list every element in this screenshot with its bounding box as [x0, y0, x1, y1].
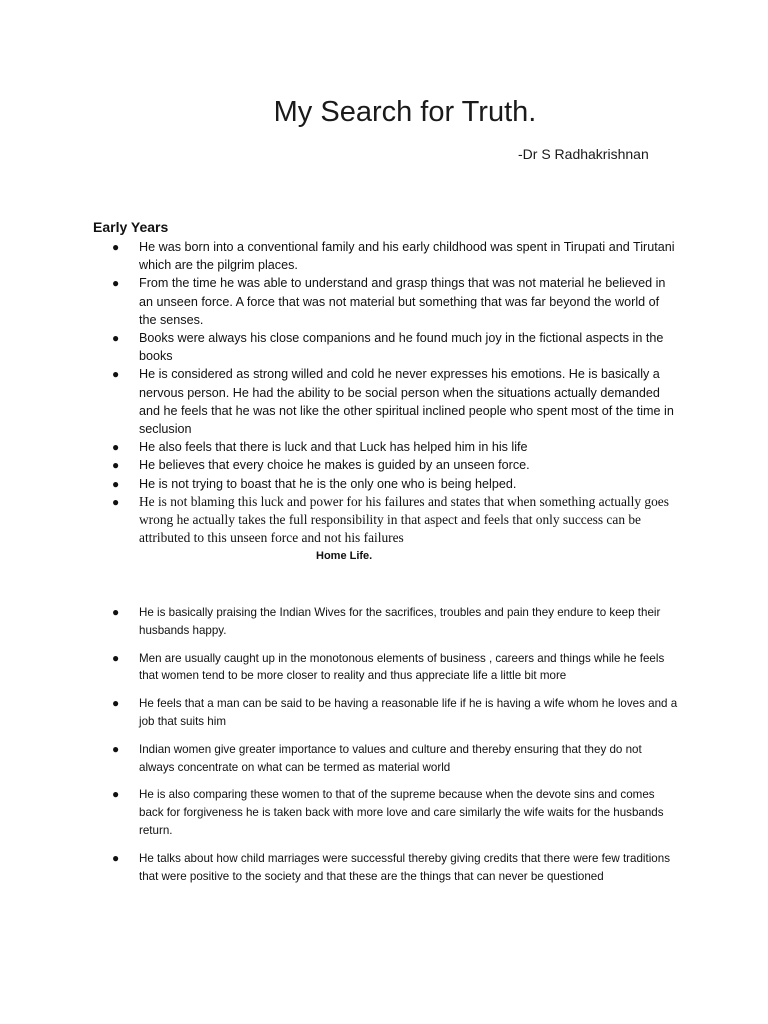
- bullet-icon: ●: [112, 696, 120, 711]
- section-heading-home-life: Home Life.: [316, 550, 373, 562]
- bullet-icon: ●: [112, 240, 120, 254]
- document-title: My Search for Truth.: [273, 96, 537, 128]
- bullet-icon: ●: [112, 850, 120, 865]
- bullet-icon: ●: [112, 458, 120, 473]
- home-life-list: [109, 604, 679, 895]
- bullet-icon: ●: [112, 741, 120, 756]
- author-line: -Dr S Radhakrishnan: [518, 146, 649, 162]
- list-item: ● From the time he was able to understand and grasp things that was not material he believed in an unseen force. A force that was not material but something that was far beyond the world of the senses.: [112, 276, 666, 327]
- list-item: ● He is basically praising the Indian Wives for the sacrifices, troubles and pain they endure to keep their husbands happy.: [112, 605, 661, 637]
- list-item: ● He also feels that there is luck and that Luck has helped him in his life: [109, 438, 679, 456]
- list-item: ● Men are usually caught up in the monotonous elements of business , careers and things while he feels that women tend to be more closer to reality and thus appreciate life a little bit more: [112, 650, 665, 683]
- list-item: ● He was born into a conventional family and his early childhood was spent in Tirupati and Tirutani which are the pilgrim places.: [112, 240, 675, 273]
- list-item: ● He is not trying to boast that he is the only one who is being helped.: [109, 475, 679, 493]
- list-item: ● He is also comparing these women to that of the supreme because when the devote sins and comes back for forgiveness he is taken back with more love and care similarly the wife waits for the husbands return.: [112, 787, 664, 837]
- bullet-icon: ●: [112, 476, 120, 491]
- list-item: ● Books were always his close companions and he found much joy in the fictional aspects in the books: [112, 331, 664, 364]
- bullet-icon: ●: [112, 440, 120, 455]
- list-item: ● He believes that every choice he makes is guided by an unseen force.: [109, 456, 679, 474]
- early-years-list: [109, 238, 679, 547]
- bullet-icon: ●: [112, 650, 120, 665]
- list-item: ● He talks about how child marriages were successful thereby giving credits that there were few traditions that were positive to the society and that these are the things that can never be questioned: [112, 850, 670, 883]
- bullet-icon: ●: [112, 494, 120, 509]
- list-item: ● He is considered as strong willed and cold he never expresses his emotions. He is basically a nervous person. He had the ability to be social person when the situations actually demanded and he feels that he was not like the other spiritual inclined people who spent most of the time in seclusion: [112, 367, 674, 437]
- list-item: ● He is not blaming this luck and power for his failures and states that when something actually goes wrong he actually takes the full responsibility in that aspect and feels that only success can be attributed to this unseen force and not his failures: [112, 493, 669, 545]
- bullet-icon: ●: [112, 367, 120, 382]
- bullet-icon: ●: [112, 276, 120, 291]
- bullet-icon: ●: [112, 331, 120, 346]
- list-item: ● He feels that a man can be said to be having a reasonable life if he is having a wife whom he loves and a job that suits him: [112, 696, 678, 728]
- section-heading-early-years: Early Years: [93, 219, 169, 235]
- bullet-icon: ●: [112, 605, 120, 619]
- list-item: ● Indian women give greater importance to values and culture and thereby ensuring that they do not always concentrate on what can be termed as material world: [112, 741, 642, 774]
- bullet-icon: ●: [112, 787, 120, 802]
